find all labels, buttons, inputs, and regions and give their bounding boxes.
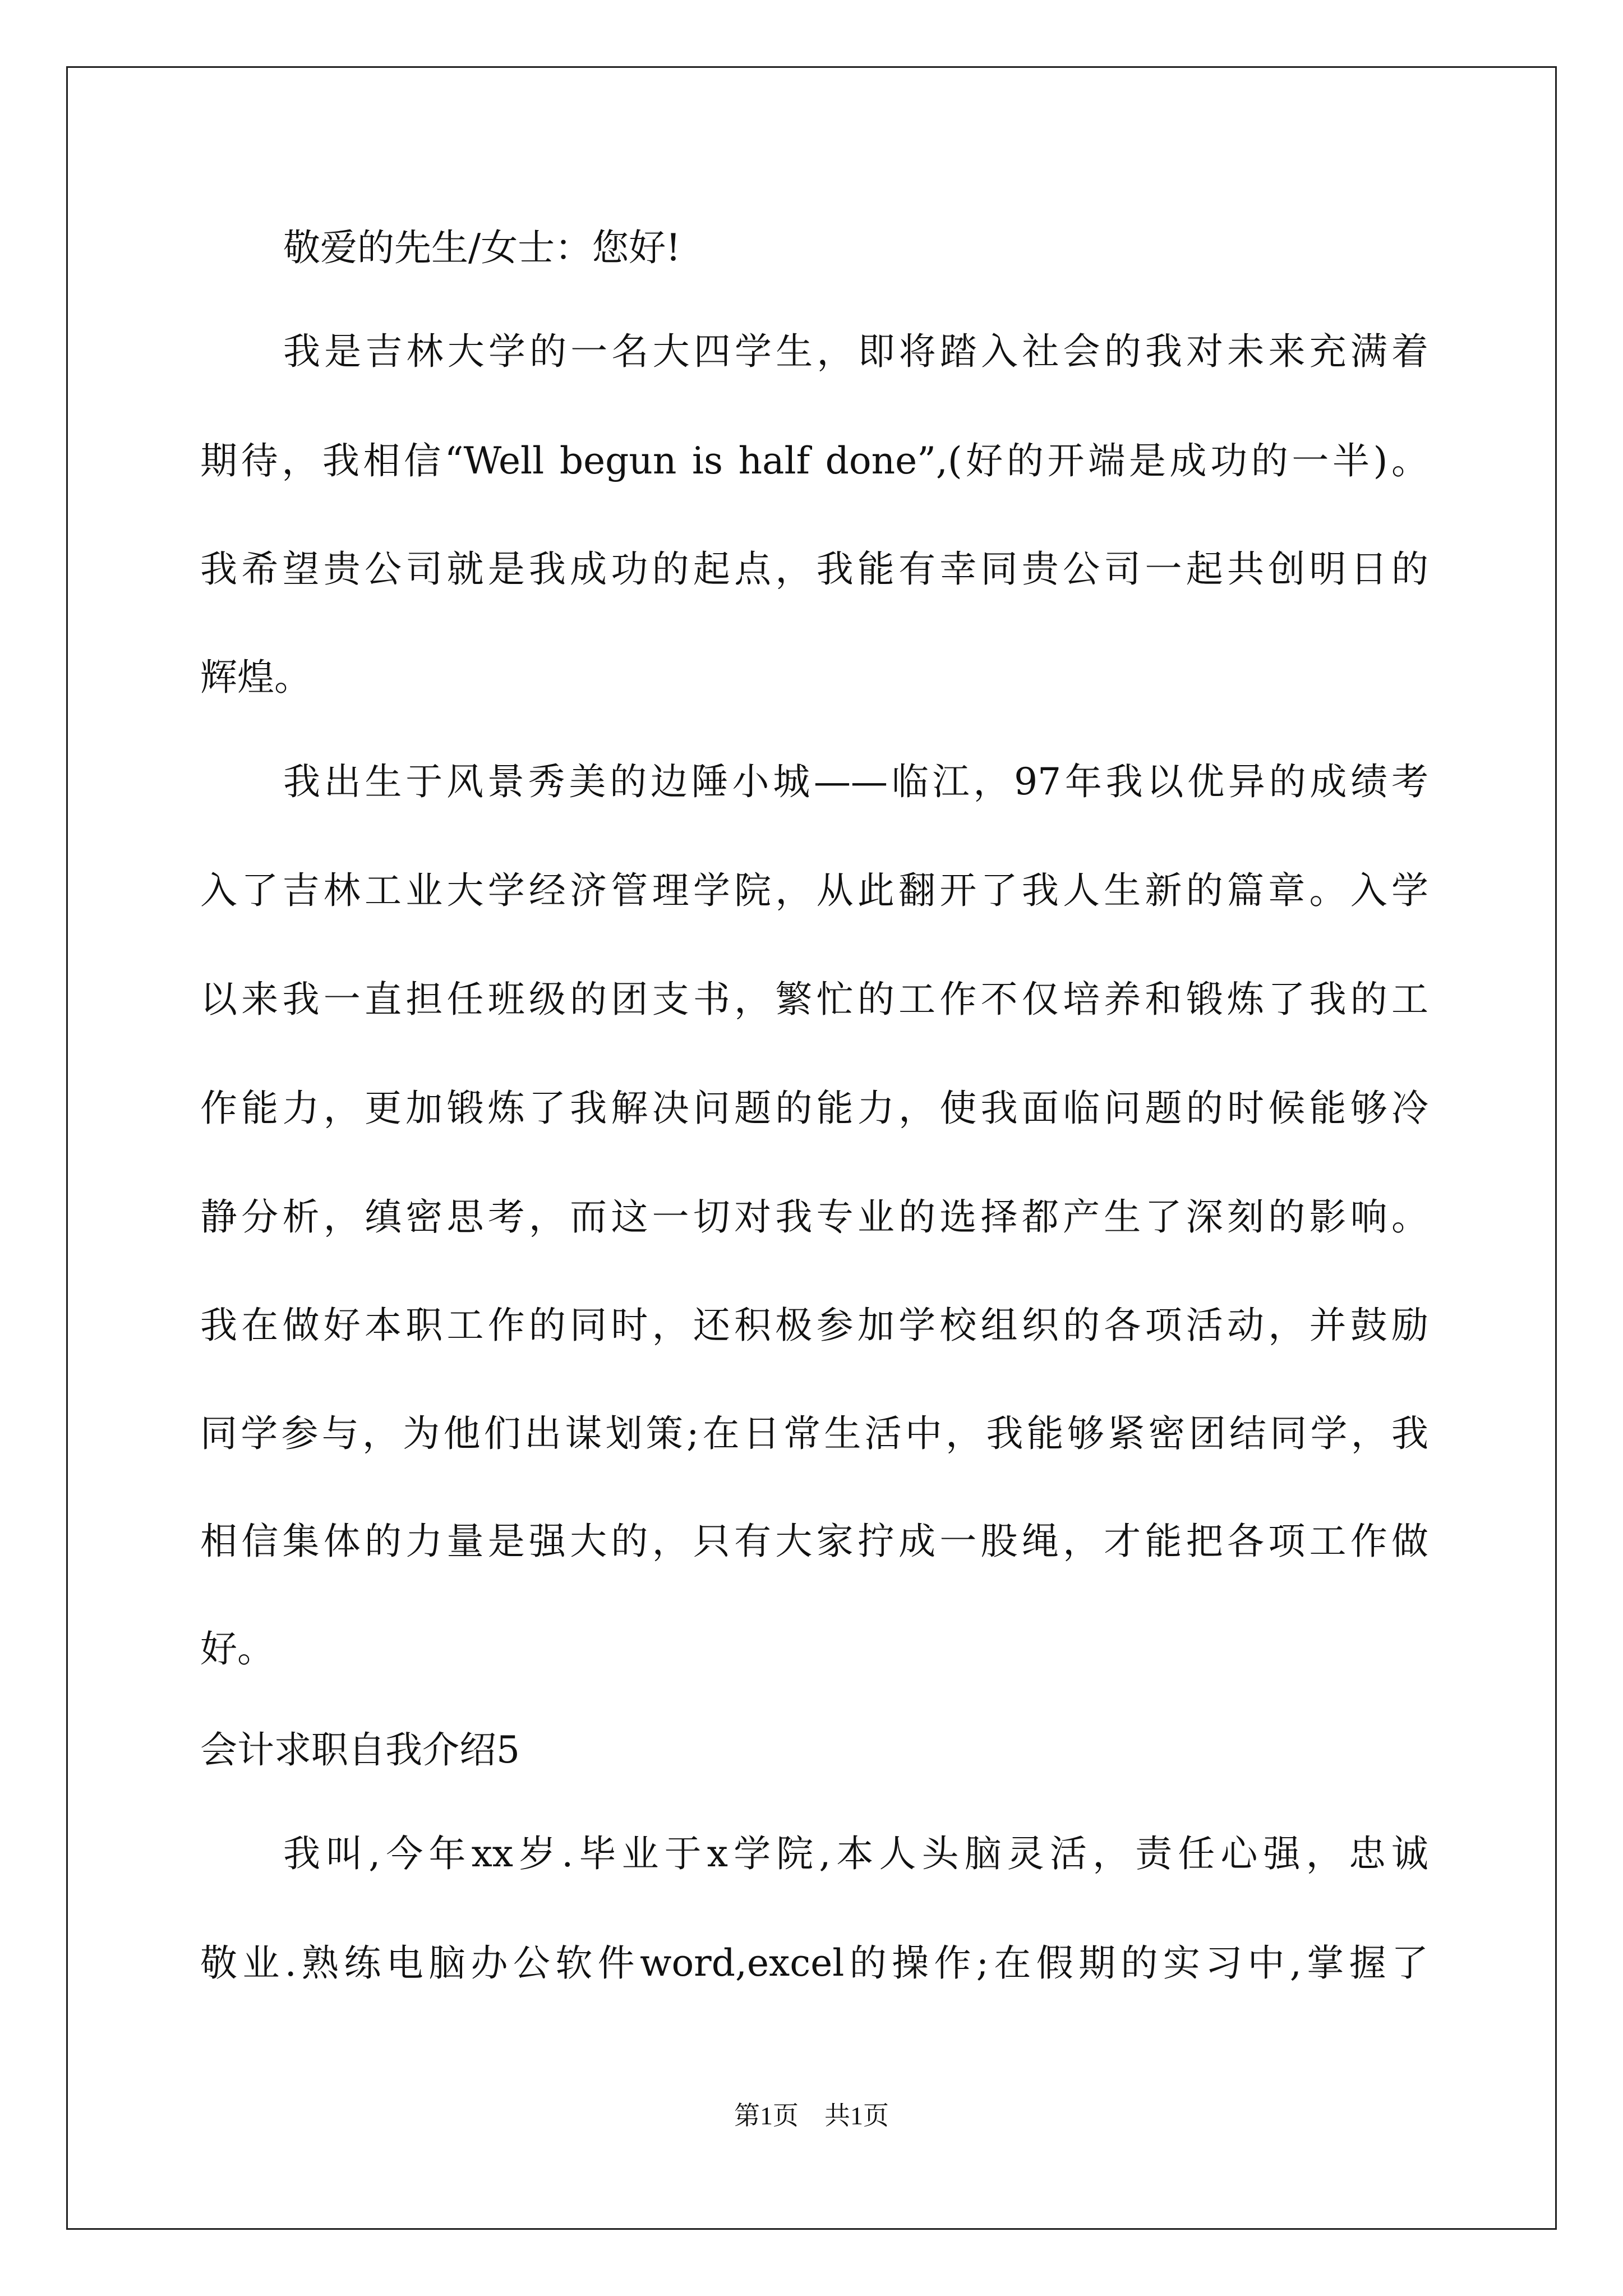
paragraph-line: 作能力，更加锻炼了我解决问题的能力，使我面临问题的时候能够冷: [200, 1087, 1428, 1130]
paragraph-line: 我叫,今年xx岁.毕业于x学院,本人头脑灵活，责任心强，忠诚: [283, 1832, 1428, 1875]
paragraph-line: 我在做好本职工作的同时，还积极参加学校组织的各项活动，并鼓励: [200, 1304, 1428, 1347]
paragraph-line: 相信集体的力量是强大的，只有大家拧成一股绳，才能把各项工作做: [200, 1520, 1428, 1563]
paragraph-line: 辉煌。: [200, 656, 311, 699]
page-border: [66, 66, 1557, 2230]
paragraph-line: 静分析，缜密思考，而这一切对我专业的选择都产生了深刻的影响。: [200, 1195, 1428, 1239]
section-heading: 会计求职自我介绍5: [200, 1728, 520, 1772]
paragraph-line: 期待，我相信“Well begun is half done”,(好的开端是成功的一半)。: [200, 439, 1428, 482]
greeting-line: 敬爱的先生/女士：您好!: [283, 226, 681, 269]
paragraph-line: 同学参与，为他们出谋划策;在日常生活中，我能够紧密团结同学，我: [200, 1412, 1428, 1455]
paragraph-line: 我出生于风景秀美的边陲小城——临江，97年我以优异的成绩考: [283, 760, 1428, 803]
paragraph-line: 我希望贵公司就是我成功的起点，我能有幸同贵公司一起共创明日的: [200, 547, 1428, 591]
paragraph-line: 入了吉林工业大学经济管理学院，从此翻开了我人生新的篇章。入学: [200, 869, 1428, 912]
paragraph-line: 敬业.熟练电脑办公软件word,excel的操作;在假期的实习中,掌握了: [200, 1941, 1428, 1985]
paragraph-line: 以来我一直担任班级的团支书，繁忙的工作不仅培养和锻炼了我的工: [200, 978, 1428, 1021]
paragraph-line: 好。: [200, 1627, 274, 1671]
page-number-footer: 第1页 共1页: [734, 2101, 889, 2130]
paragraph-line: 我是吉林大学的一名大四学生，即将踏入社会的我对未来充满着: [283, 330, 1428, 373]
